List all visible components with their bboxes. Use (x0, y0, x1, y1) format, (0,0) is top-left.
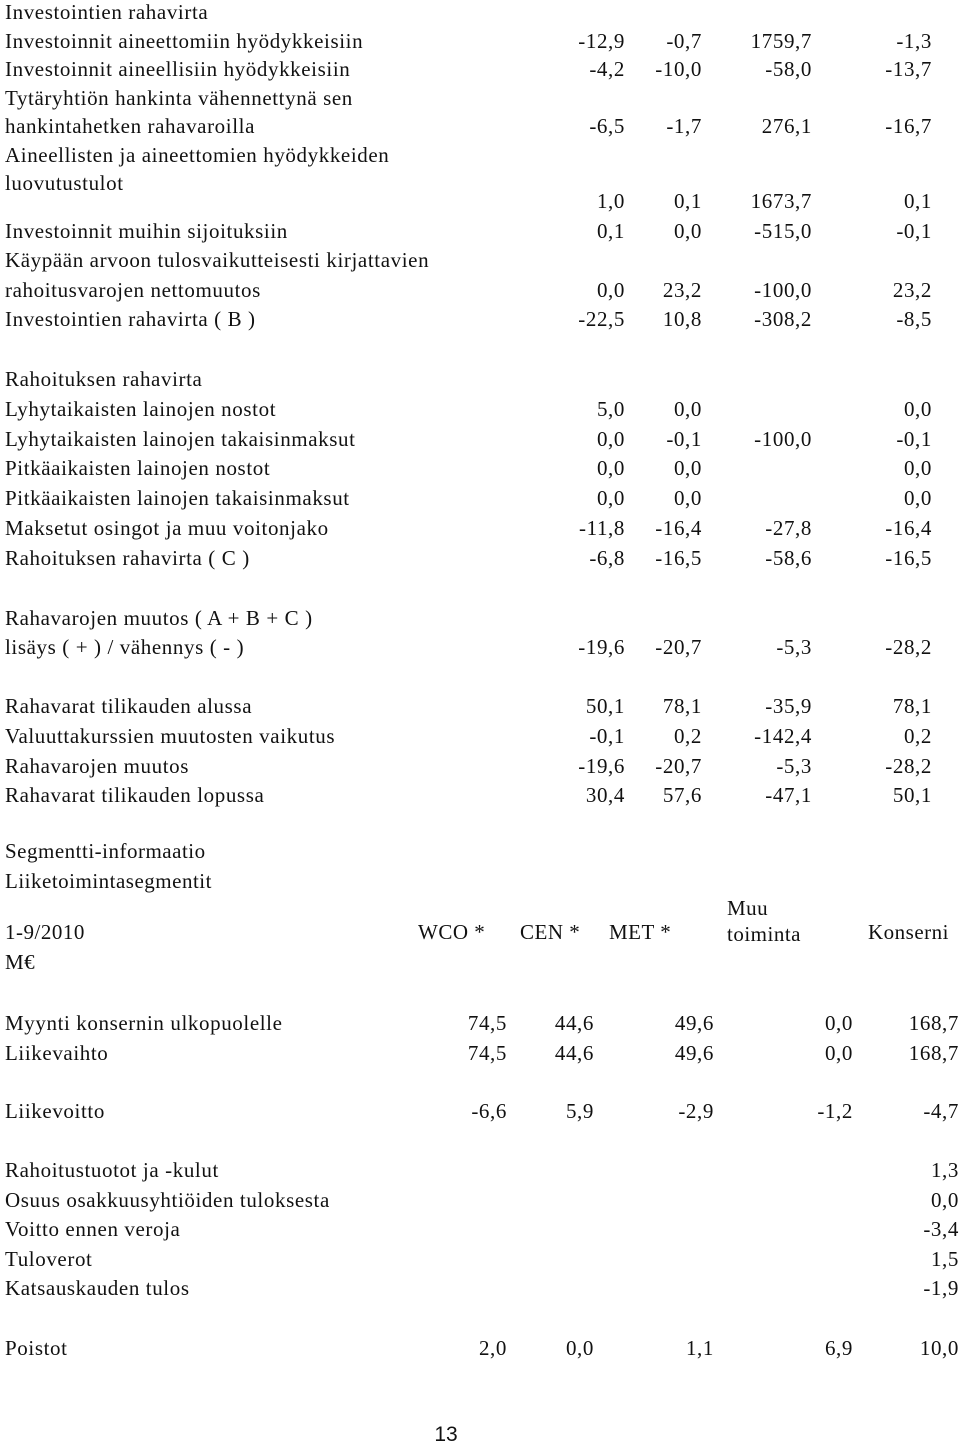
row-value-col3: -515,0 (754, 218, 812, 243)
row-value-col5: 1,5 (930, 1246, 959, 1271)
row-value-col2: 0,0 (673, 456, 702, 481)
row-value-col3: 1673,7 (750, 189, 812, 213)
row-value-col1: 0,0 (596, 277, 625, 302)
table-row (0, 26, 960, 56)
row-value-col2: 78,1 (662, 694, 702, 718)
row-value-col1: 50,1 (585, 694, 625, 718)
table-row (0, 543, 960, 573)
row-value-col2: -0,1 (666, 426, 702, 451)
table-row (0, 424, 960, 454)
segment-header-konserni: Konserni (868, 920, 949, 944)
row-value-col3: -47,1 (765, 783, 812, 808)
table-row (0, 513, 960, 543)
table-row (0, 1273, 960, 1303)
segment-header-met: MET * (609, 920, 672, 944)
row-label: Rahoituksen rahavirta ( C ) (5, 545, 250, 570)
row-value-col4: -28,2 (885, 635, 932, 659)
table-row (0, 780, 960, 810)
table-row (0, 83, 960, 113)
row-value-col4: -0,1 (896, 218, 932, 243)
row-value-col5: 168,7 (908, 1011, 959, 1035)
row-value-col1: 0,1 (596, 218, 625, 243)
row-value-col5: 1,3 (930, 1158, 959, 1182)
segment-header-muu-line2: toiminta (727, 922, 801, 946)
table-row (0, 483, 960, 513)
row-label: Pitkäaikaisten lainojen nostot (5, 456, 271, 481)
row-value-col2: 0,2 (673, 723, 702, 748)
row-label: Rahoitustuotot ja -kulut (5, 1158, 219, 1182)
row-label: Lyhytaikaisten lainojen nostot (5, 396, 277, 421)
row-value-col1: -19,6 (578, 753, 625, 778)
row-label: Aineellisten ja aineettomien hyödykkeiden (5, 142, 390, 167)
row-value-col1: 2,0 (478, 1336, 507, 1360)
segment-title: Segmentti-informaatio (5, 839, 206, 863)
row-label: Investoinnit aineellisiin hyödykkeisiin (5, 57, 351, 81)
row-label: Lyhytaikaisten lainojen takaisinmaksut (5, 426, 356, 451)
row-value-col3: 1,1 (685, 1336, 714, 1360)
row-label: Poistot (5, 1336, 68, 1360)
row-value-col1: 0,0 (596, 486, 625, 511)
row-value-col4: 0,2 (903, 723, 932, 748)
row-value-col3: -100,0 (754, 277, 812, 302)
row-label: Osuus osakkuusyhtiöiden tuloksesta (5, 1187, 330, 1212)
row-value-col2: -20,7 (655, 753, 702, 778)
row-value-col4: -8,5 (896, 307, 932, 332)
row-label: Rahavarojen muutos ( A + B + C ) (5, 606, 313, 630)
row-value-col2: 23,2 (662, 277, 702, 302)
row-value-col2: 0,1 (673, 189, 702, 213)
row-value-col4: -16,7 (885, 114, 932, 138)
table-row (0, 603, 960, 633)
row-label: Investointien rahavirta ( B ) (5, 307, 256, 332)
row-label: Maksetut osingot ja muu voitonjako (5, 516, 329, 540)
table-row (0, 394, 960, 424)
row-value-col1: -12,9 (578, 28, 625, 53)
row-value-col1: 74,5 (467, 1011, 507, 1035)
row-label: rahoitusvarojen nettomuutos (5, 277, 261, 302)
row-value-col3: -100,0 (754, 426, 812, 451)
row-value-col4: -0,1 (896, 426, 932, 451)
row-value-col5: 168,7 (908, 1040, 959, 1065)
row-value-col5: 0,0 (930, 1187, 959, 1212)
row-label: Käypään arvoon tulosvaikutteisesti kirjattavien (5, 248, 430, 273)
row-value-col4: -13,7 (885, 57, 932, 81)
table-row (0, 275, 960, 305)
row-value-col1: 30,4 (585, 783, 625, 808)
row-value-col3: 276,1 (761, 114, 812, 138)
row-value-col4: 0,0 (824, 1040, 853, 1065)
row-value-col2: 44,6 (554, 1040, 594, 1065)
row-value-col1: 5,0 (596, 396, 625, 421)
row-value-col4: 0,1 (903, 189, 932, 213)
row-label: Investoinnit muihin sijoituksiin (5, 218, 288, 243)
row-value-col2: 5,9 (565, 1099, 594, 1123)
row-value-col2: 10,8 (662, 307, 702, 332)
row-label: Pitkäaikaisten lainojen takaisinmaksut (5, 486, 350, 511)
row-label: Voitto ennen veroja (5, 1217, 181, 1241)
row-label: Liikevaihto (5, 1040, 109, 1065)
row-value-col4: 50,1 (892, 783, 932, 808)
segment-unit: M€ (5, 950, 36, 974)
row-value-col3: -58,6 (765, 545, 812, 570)
row-value-col1: -22,5 (578, 307, 625, 332)
row-label: Investoinnit aineettomiin hyödykkeisiin (5, 28, 364, 53)
row-label: Investointien rahavirta (5, 0, 209, 24)
row-value-col2: -1,7 (666, 114, 702, 138)
row-value-col4: 0,0 (824, 1011, 853, 1035)
row-value-col1: -11,8 (579, 516, 625, 540)
row-label: Myynti konsernin ulkopuolelle (5, 1011, 283, 1035)
table-row (0, 691, 960, 721)
row-label: Tuloverot (5, 1246, 93, 1271)
table-row (0, 1214, 960, 1244)
row-value-col2: 0,0 (565, 1336, 594, 1360)
row-label: luovutustulot (5, 171, 124, 195)
row-value-col3: -5,3 (776, 753, 812, 778)
row-value-col4: -1,3 (896, 28, 932, 53)
row-value-col1: -0,1 (589, 723, 625, 748)
row-value-col5: -1,9 (923, 1276, 959, 1300)
row-value-col2: 44,6 (554, 1011, 594, 1035)
table-row (0, 721, 960, 751)
row-value-col1: -6,5 (589, 114, 625, 138)
row-value-col2: 0,0 (673, 486, 702, 511)
row-value-col2: -16,4 (655, 516, 702, 540)
table-row (0, 245, 960, 275)
table-row (0, 751, 960, 781)
row-value-col2: -0,7 (666, 28, 702, 53)
row-label: hankintahetken rahavaroilla (5, 114, 256, 138)
row-value-col2: 57,6 (662, 783, 702, 808)
row-value-col3: -35,9 (765, 694, 812, 718)
table-row (0, 1096, 960, 1126)
table-row (0, 1008, 960, 1038)
row-value-col1: 0,0 (596, 456, 625, 481)
row-value-col2: -10,0 (655, 57, 702, 81)
row-value-col1: 74,5 (467, 1040, 507, 1065)
row-label: Liikevoitto (5, 1099, 105, 1123)
row-value-col4: 23,2 (892, 277, 932, 302)
row-value-col3: -5,3 (776, 635, 812, 659)
table-row (0, 1155, 960, 1185)
row-label: Rahavarat tilikauden lopussa (5, 783, 265, 808)
row-value-col5: -3,4 (923, 1217, 959, 1241)
row-value-col2: -16,5 (655, 545, 702, 570)
row-value-col4: 0,0 (903, 396, 932, 421)
row-value-col4: -28,2 (885, 753, 932, 778)
table-row (0, 453, 960, 483)
segment-header-wco: WCO * (418, 920, 486, 944)
row-value-col4: -16,4 (885, 516, 932, 540)
row-value-col3: -308,2 (754, 307, 812, 332)
row-value-col3: 1759,7 (750, 28, 812, 53)
row-label: Rahavarat tilikauden alussa (5, 694, 253, 718)
table-row (0, 216, 960, 246)
row-label: Katsauskauden tulos (5, 1276, 190, 1300)
row-value-col3: -142,4 (754, 723, 812, 748)
row-value-col3: -27,8 (765, 516, 812, 540)
row-value-col2: -20,7 (655, 635, 702, 659)
segment-header-cen: CEN * (520, 920, 581, 944)
row-value-col1: -19,6 (578, 635, 625, 659)
row-value-col1: -6,8 (589, 545, 625, 570)
row-label: Rahavarojen muutos (5, 753, 190, 778)
row-value-col4: -1,2 (817, 1099, 853, 1123)
row-value-col1: -4,2 (589, 57, 625, 81)
segment-period: 1-9/2010 (5, 920, 85, 944)
row-value-col3: 49,6 (674, 1011, 714, 1035)
segment-subtitle: Liiketoimintasegmentit (5, 869, 212, 893)
row-label: lisäys ( + ) / vähennys ( - ) (5, 635, 245, 659)
page-number: 13 (434, 1423, 458, 1446)
row-value-col5: 10,0 (919, 1336, 959, 1360)
segment-header-muu-line1: Muu (727, 896, 769, 920)
table-row (0, 54, 960, 84)
row-value-col2: 0,0 (673, 396, 702, 421)
table-row (0, 140, 960, 170)
table-row (0, 1038, 960, 1068)
row-value-col2: 0,0 (673, 218, 702, 243)
table-row (0, 364, 960, 394)
row-value-col1: 0,0 (596, 426, 625, 451)
row-label: Rahoituksen rahavirta (5, 367, 203, 391)
row-value-col3: 49,6 (674, 1040, 714, 1065)
row-value-col5: -4,7 (923, 1099, 959, 1123)
row-value-col4: 78,1 (892, 694, 932, 718)
row-value-col3: -58,0 (765, 57, 812, 81)
table-row (0, 304, 960, 334)
row-value-col3: -2,9 (678, 1099, 714, 1123)
table-row (0, 186, 960, 216)
row-value-col1: -6,6 (471, 1099, 507, 1123)
row-value-col4: 6,9 (824, 1336, 853, 1360)
row-value-col4: 0,0 (903, 486, 932, 511)
table-row (0, 632, 960, 662)
table-row (0, 1244, 960, 1274)
row-value-col4: -16,5 (885, 545, 932, 570)
table-row (0, 1185, 960, 1215)
table-row (0, 1333, 960, 1363)
row-label: Tytäryhtiön hankinta vähennettynä sen (5, 85, 353, 110)
row-value-col4: 0,0 (903, 456, 932, 481)
row-value-col1: 1,0 (596, 189, 625, 213)
table-row (0, 111, 960, 141)
table-row (0, 0, 960, 27)
row-label: Valuuttakurssien muutosten vaikutus (5, 723, 336, 748)
